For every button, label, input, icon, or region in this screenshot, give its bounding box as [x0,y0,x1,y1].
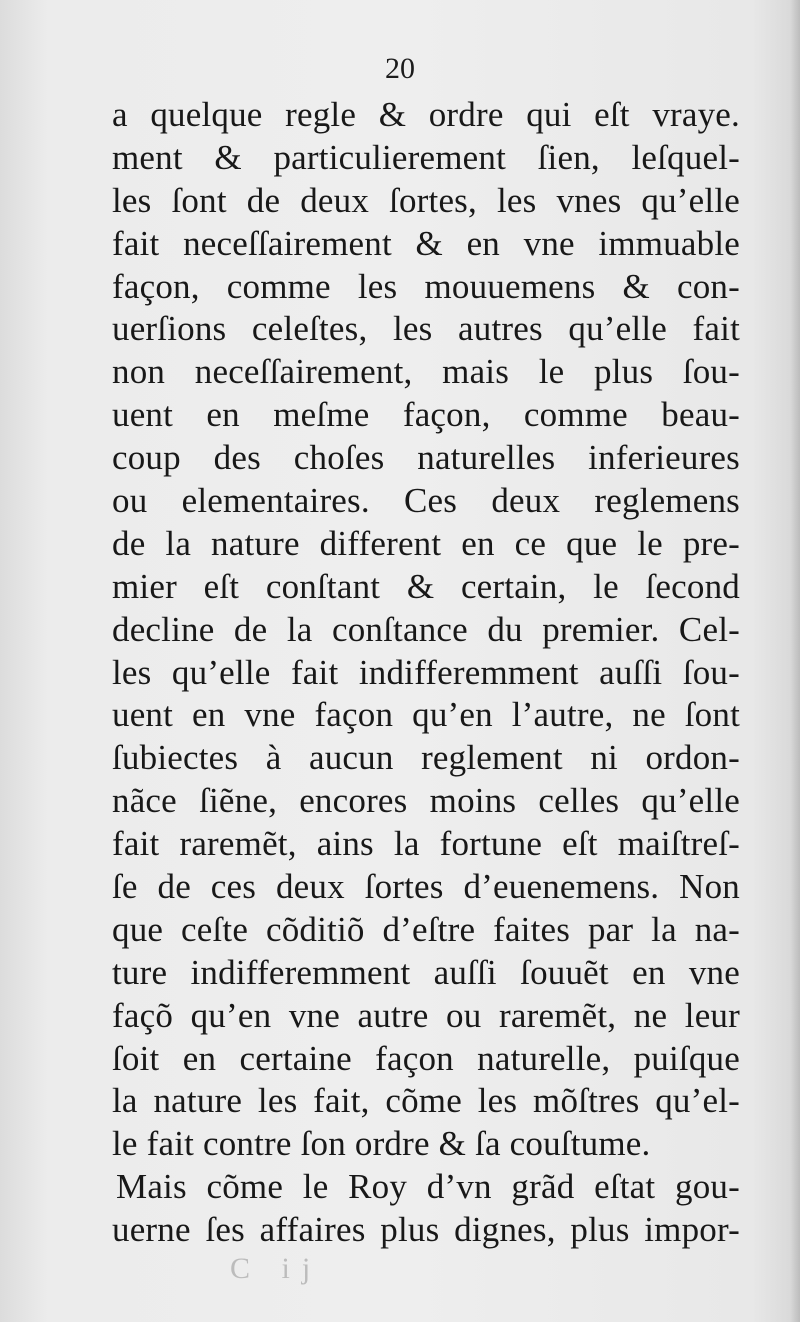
page-edge-shadow [790,0,800,1322]
text-line: que ceſte cõditiõ d’eſtre faites par la na- [112,909,740,949]
text-line: a quelque regle & ordre qui eſt vraye. [112,95,740,134]
text-line: uent en vne façon qu’en l’autre, ne ſont [112,695,740,735]
text-line: nãce ſiẽne, encores moins celles qu’elle [112,781,740,821]
text-line: non neceſſairement, mais le plus ſou- [112,352,740,392]
text-line: façon, comme les mouuemens & con- [112,266,740,306]
text-line: les qu’elle fait indifferemment auſſi ſou- [112,652,740,692]
text-line: le fait contre ſon ordre & ſa couſtume. [112,1124,651,1164]
text-line: la nature les fait, cõme les mõſtres qu’el- [112,1081,740,1121]
text-line: Mais cõme le Roy d’vn grãd eſtat gou- [116,1167,740,1207]
text-line: ou elementaires. Ces deux reglemens [112,481,740,521]
text-line: coup des choſes naturelles inferieures [112,438,740,478]
page-number: 20 [385,52,415,85]
signature-mark: C ij [230,1252,323,1285]
text-line: decline de la conſtance du premier. Cel- [112,609,740,649]
text-line: uent en meſme façon, comme beau- [112,395,740,435]
text-line: uerſions celeſtes, les autres qu’elle fait [112,309,740,349]
text-line: de la nature different en ce que le pre- [112,523,740,563]
text-line: ment & particulierement ſien, leſquel- [112,137,740,177]
text-line: uerne ſes affaires plus dignes, plus impor- [112,1210,740,1250]
text-line: ture indifferemment auſſi ſouuẽt en vne [112,952,740,992]
text-line: ſubiectes à aucun reglement ni ordon- [112,738,740,778]
text-line: ſoit en certaine façon naturelle, puiſque [112,1038,740,1078]
text-line: façõ qu’en vne autre ou raremẽt, ne leur [112,995,740,1035]
text-line: fait neceſſairement & en vne immuable [112,223,740,263]
text-line: ſe de ces deux ſortes d’euenemens. Non [112,867,740,907]
text-line: fait raremẽt, ains la fortune eſt maiſtreſ- [112,824,740,864]
text-line: les ſont de deux ſortes, les vnes qu’elle [112,180,740,220]
body-text [112,94,740,1252]
text-line: mier eſt conſtant & certain, le ſecond [112,566,740,606]
